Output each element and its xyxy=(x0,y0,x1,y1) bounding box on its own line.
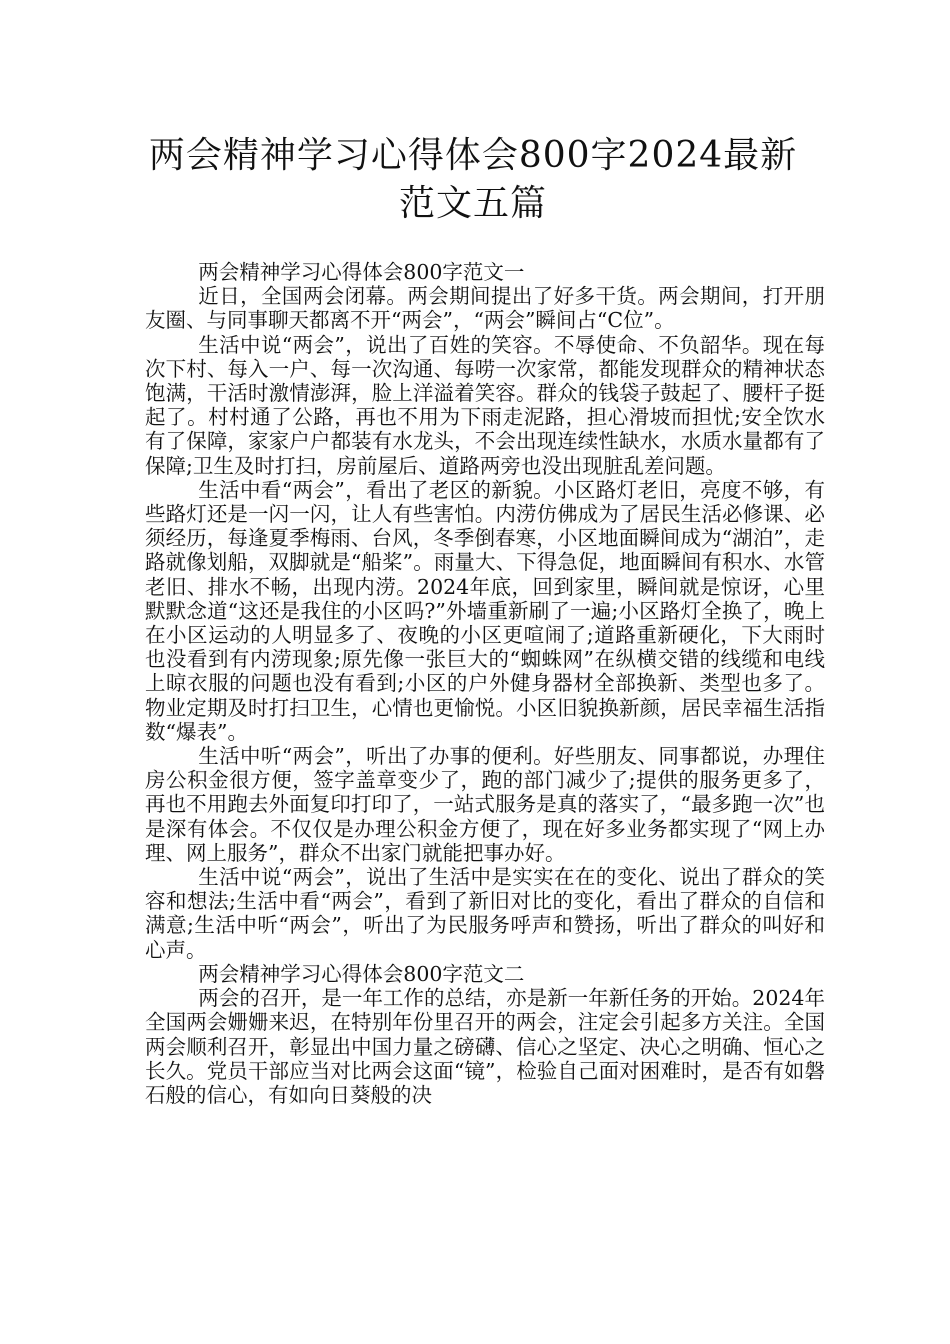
section-heading-2: 两会精神学习心得体会800字范文二 xyxy=(198,961,525,986)
section-heading-1: 两会精神学习心得体会800字范文一 xyxy=(198,260,525,284)
paragraph: 生活中说“两会”，说出了生活中是实实在在的变化、说出了群众的笑容和想法;生活中看“两会”，看到了新旧对比的变化，看出了群众的自信和满意;生活中听“两会”，听出了为民服务呼声和赞扬，听出了群众的叫好和心声。 xyxy=(145,865,825,962)
document-page xyxy=(145,0,825,1107)
paragraph: 生活中看“两会”，看出了老区的新貌。小区路灯老旧，亮度不够，有些路灯还是一闪一闪，让人有些害怕。内涝仿佛成为了居民生活必修课、必须经历，每逢夏季梅雨、台风，冬季倒春寒，小区地面瞬间成为“湖泊”，走路就像划船，双脚就是“船桨”。雨量大、下得急促，地面瞬间有积水、水管老旧、排水不畅，出现内涝。2024年底，回到家里，瞬间就是惊讶，心里默默念道“这还是我住的小区吗?”外墙重新刷了一遍;小区路灯全换了，晚上在小区运动的人明显多了、夜晚的小区更喧闹了;道路重新硬化，下大雨时也没看到有内涝现象;原先像一张巨大的“蜘蛛网”在纵横交错的线缆和电线上晾衣服的问题也没有看到;小区的户外健身器材全部换新、类型也多了。物业定期及时打扫卫生，心情也更愉悦。小区旧貌换新颜，居民幸福生活指数“爆表”。 xyxy=(145,477,825,744)
document-body xyxy=(145,260,825,1107)
paragraph: 近日，全国两会闭幕。两会期间提出了好多干货。两会期间，打开朋友圈、与同事聊天都离不开“两会”，“两会”瞬间占“C位”。 xyxy=(145,284,825,333)
document-title: 两会精神学习心得体会800字2024最新范文五篇 xyxy=(148,135,798,224)
paragraph: 两会的召开，是一年工作的总结，亦是新一年新任务的开始。2024年全国两会姗姗来迟，在特别年份里召开的两会，注定会引起多方关注。全国两会顺利召开，彰显出中国力量之磅礴、信心之坚定、决心之明确、恒心之长久。党员干部应当对比两会这面“镜”，检验自己面对困难时，是否有如磐石般的信心，有如向日葵般的决 xyxy=(145,986,825,1107)
paragraph: 生活中听“两会”，听出了办事的便利。好些朋友、同事都说，办理住房公积金很方便，签字盖章变少了，跑的部门减少了;提供的服务更多了，再也不用跑去外面复印打印了，一站式服务是真的落实了，“最多跑一次”也是深有体会。不仅仅是办理公积金方便了，现在好多业务都实现了“网上办理、网上服务”，群众不出家门就能把事办好。 xyxy=(145,744,825,865)
paragraph: 生活中说“两会”，说出了百姓的笑容。不辱使命、不负韶华。现在每次下村、每入一户、每一次沟通、每唠一次家常，都能发现群众的精神状态饱满，干活时激情澎湃，脸上洋溢着笑容。群众的钱袋子鼓起了、腰杆子挺起了。村村通了公路，再也不用为下雨走泥路，担心滑坡而担忧;安全饮水有了保障，家家户户都装有水龙头，不会出现连续性缺水，水质水量都有了保障;卫生及时打扫，房前屋后、道路两旁也没出现脏乱差问题。 xyxy=(145,332,825,478)
